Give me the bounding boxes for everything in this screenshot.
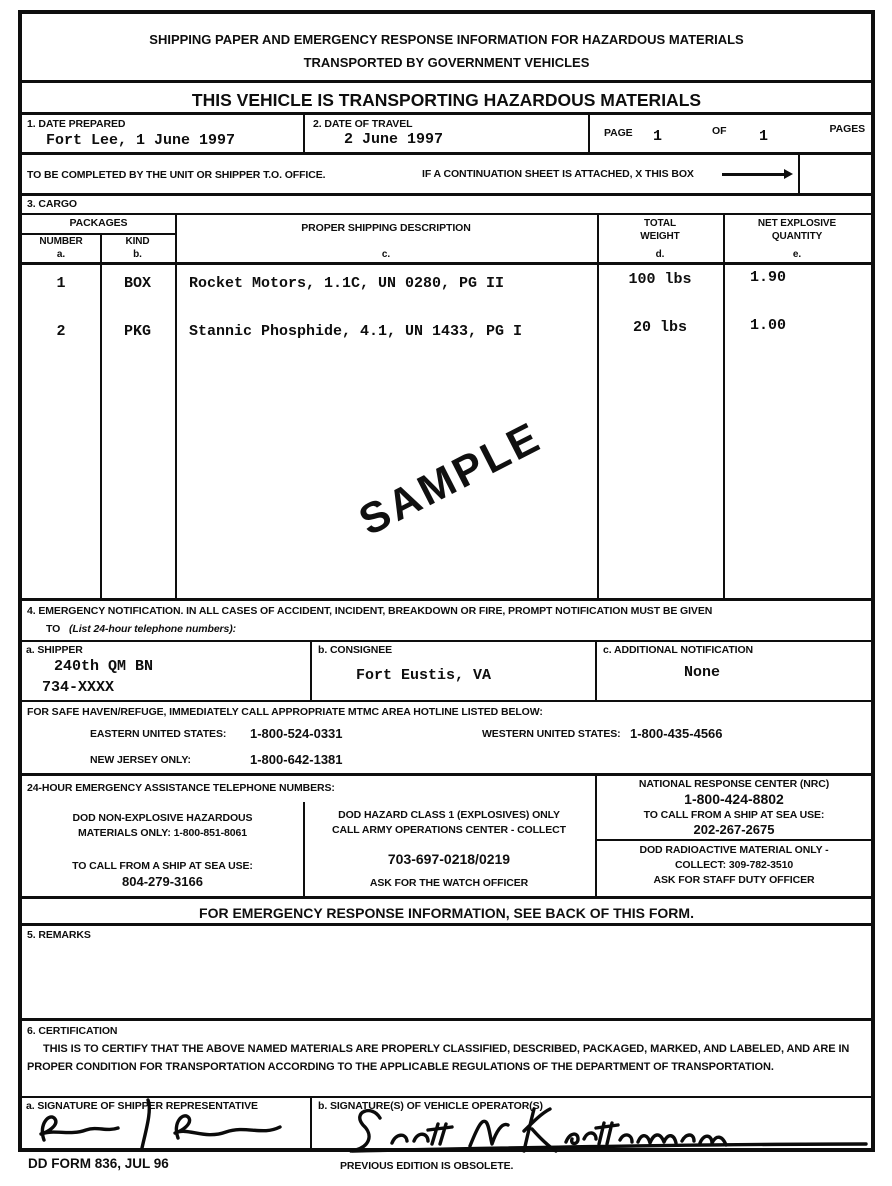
non-explosive-ship-label: TO CALL FROM A SHIP AT SEA USE: — [72, 860, 253, 872]
nrc-label: NATIONAL RESPONSE CENTER (NRC) — [638, 778, 830, 790]
cargo-row1-kind: BOX — [123, 275, 151, 292]
cargo-section-label: 3. CARGO — [27, 198, 77, 210]
date-row-divider-2 — [588, 115, 590, 152]
nrc-radioactive-divider — [597, 839, 871, 841]
signature-row — [22, 1096, 871, 1148]
number-header: NUMBER — [39, 236, 83, 247]
completed-by-text: TO BE COMPLETED BY THE UNIT OR SHIPPER T.O. OFFICE. — [27, 169, 326, 181]
cargo-table-header — [22, 215, 871, 265]
emergency-heading-to: TO — [46, 623, 61, 635]
nrc-ship-label: TO CALL FROM A SHIP AT SEA USE: — [643, 809, 825, 821]
western-phone: 1-800-435-4566 — [630, 726, 723, 741]
page-number: 1 — [653, 128, 663, 145]
of-label: OF — [712, 125, 727, 137]
western-label: WESTERN UNITED STATES: — [482, 728, 621, 740]
safe-haven-heading: FOR SAFE HAVEN/REFUGE, IMMEDIATELY CALL APPROPRIATE MTMC AREA HOTLINE LISTED BELOW: — [27, 706, 543, 718]
date-prepared-value: Fort Lee, 1 June 1997 — [46, 132, 236, 149]
cargo-row1-number: 1 — [56, 275, 66, 292]
operator-signature-label: b. SIGNATURE(S) OF VEHICLE OPERATOR(S) — [318, 1100, 543, 1112]
certification-body: THIS IS TO CERTIFY THAT THE ABOVE NAMED MATERIALS ARE PROPERLY CLASSIFIED, DESCRIBED, PACKAGED, MARKED, AND LABELED, AND ARE IN PROPER CONDITION FOR TRANSPORTATION ACCORDING TO THE APPLICABLE REGULATIONS OF THE DEPARTMENT OF TRANSPORTATION. — [27, 1043, 850, 1073]
kind-header: KIND — [125, 236, 150, 247]
new-jersey-label: NEW JERSEY ONLY: — [90, 754, 191, 766]
number-letter: a. — [56, 249, 66, 260]
neq-letter: e. — [792, 249, 802, 260]
additional-notification-value: None — [684, 664, 721, 681]
cargo-row2-number: 2 — [56, 323, 66, 340]
sample-watermark: SAMPLE — [351, 412, 550, 546]
assistance-heading: 24-HOUR EMERGENCY ASSISTANCE TELEPHONE NUMBERS: — [27, 782, 335, 794]
safe-haven-section — [22, 700, 871, 773]
eastern-label: EASTERN UNITED STATES: — [90, 728, 227, 740]
previous-edition-note: PREVIOUS EDITION IS OBSOLETE. — [340, 1160, 514, 1172]
arrow-head-icon — [784, 169, 793, 179]
packages-header: PACKAGES — [69, 217, 128, 229]
date-travel-label: 2. DATE OF TRAVEL — [313, 118, 413, 130]
pages-label: PAGES — [829, 123, 865, 135]
class1-note: ASK FOR THE WATCH OFFICER — [369, 877, 529, 889]
cargo-row1-neq: 1.90 — [750, 269, 787, 286]
emergency-heading-italic: (List 24-hour telephone numbers): — [69, 623, 237, 635]
description-letter: c. — [381, 249, 391, 260]
remarks-label: 5. REMARKS — [27, 929, 91, 941]
date-row — [22, 112, 871, 152]
kind-letter: b. — [133, 249, 142, 260]
non-explosive-line2: MATERIALS ONLY: 1-800-851-8061 — [78, 827, 247, 839]
form-id: DD FORM 836, JUL 96 — [28, 1156, 169, 1171]
form-title-line2: TRANSPORTED BY GOVERNMENT VEHICLES — [303, 55, 590, 70]
class1-line1: DOD HAZARD CLASS 1 (EXPLOSIVES) ONLY — [338, 809, 560, 821]
radioactive-line3: ASK FOR STAFF DUTY OFFICER — [653, 874, 815, 886]
packages-underline — [22, 233, 175, 235]
additional-notification-label: c. ADDITIONAL NOTIFICATION — [603, 644, 754, 656]
cargo-col-line-neq — [723, 215, 725, 598]
neq-header-line1: NET EXPLOSIVE — [757, 218, 837, 229]
emergency-heading-line1: 4. EMERGENCY NOTIFICATION. IN ALL CASES OF ACCIDENT, INCIDENT, BREAKDOWN OR FIRE, PROMPT NOTIFICATION MUST BE GIVEN — [27, 605, 713, 617]
class1-line2: CALL ARMY OPERATIONS CENTER - COLLECT — [332, 824, 566, 836]
response-info-bar: FOR EMERGENCY RESPONSE INFORMATION, SEE BACK OF THIS FORM. — [22, 896, 871, 923]
radioactive-line1: DOD RADIOACTIVE MATERIAL ONLY - — [639, 844, 829, 856]
weight-letter: d. — [655, 249, 665, 260]
shipper-line2: 734-XXXX — [42, 679, 115, 696]
date-row-divider-1 — [303, 115, 305, 152]
cargo-row2-weight: 20 lbs — [632, 319, 687, 336]
consignee-value: Fort Eustis, VA — [356, 667, 492, 684]
emergency-notification-cells — [22, 640, 871, 700]
nrc-ship-phone: 202-267-2675 — [693, 822, 775, 837]
shipper-signature — [26, 1098, 310, 1150]
class1-phone: 703-697-0218/0219 — [387, 851, 511, 867]
shipper-line1: 240th QM BN — [54, 658, 154, 675]
cargo-row1-weight: 100 lbs — [628, 271, 692, 288]
nrc-phone: 1-800-424-8802 — [684, 791, 784, 807]
cargo-section-strip — [22, 193, 871, 213]
cargo-table — [22, 213, 871, 598]
shipper-signature-label: a. SIGNATURE OF SHIPPER REPRESENTATIVE — [26, 1100, 258, 1112]
weight-header-line2: WEIGHT — [640, 231, 680, 242]
form-border — [18, 10, 875, 1152]
weight-header-line1: TOTAL — [644, 218, 676, 229]
cargo-row2-neq: 1.00 — [750, 317, 787, 334]
notify-divider-2 — [595, 642, 597, 700]
description-header: PROPER SHIPPING DESCRIPTION — [301, 222, 471, 234]
remarks-section — [22, 923, 871, 1018]
notify-divider-1 — [310, 642, 312, 700]
date-prepared-label: 1. DATE PREPARED — [27, 118, 126, 130]
cargo-row1-description: Rocket Motors, 1.1C, UN 0280, PG II — [189, 275, 505, 292]
certification-section — [22, 1018, 871, 1096]
form-title-block — [22, 14, 871, 80]
date-travel-value: 2 June 1997 — [344, 131, 444, 148]
consignee-label: b. CONSIGNEE — [318, 644, 393, 656]
emergency-notification-heading — [22, 598, 871, 640]
emergency-heading-line2 — [46, 623, 236, 635]
non-explosive-line1: DOD NON-EXPLOSIVE HAZARDOUS — [72, 812, 253, 824]
shipper-label: a. SHIPPER — [26, 644, 83, 656]
certification-label: 6. CERTIFICATION — [27, 1025, 118, 1037]
signature-divider — [310, 1098, 312, 1148]
assistance-section — [22, 773, 871, 896]
transport-banner: THIS VEHICLE IS TRANSPORTING HAZARDOUS MATERIALS — [22, 80, 871, 112]
cargo-row2-kind: PKG — [123, 323, 151, 340]
operator-signature — [318, 1102, 871, 1152]
arrow-right-icon — [722, 173, 784, 176]
neq-header-line2: QUANTITY — [771, 231, 823, 242]
continuation-row — [22, 152, 871, 193]
form-title-line1: SHIPPING PAPER AND EMERGENCY RESPONSE INFORMATION FOR HAZARDOUS MATERIALS — [149, 32, 744, 47]
cargo-col-line-kind — [175, 215, 177, 598]
new-jersey-phone: 1-800-642-1381 — [250, 752, 343, 767]
eastern-phone: 1-800-524-0331 — [250, 726, 343, 741]
total-pages: 1 — [759, 128, 769, 145]
cargo-row2-description: Stannic Phosphide, 4.1, UN 1433, PG I — [189, 323, 523, 340]
continuation-checkbox — [798, 155, 871, 193]
continuation-text: IF A CONTINUATION SHEET IS ATTACHED, X THIS BOX — [422, 168, 694, 180]
page-label: PAGE — [604, 127, 633, 139]
radioactive-line2: COLLECT: 309-782-3510 — [674, 859, 794, 871]
non-explosive-ship-phone: 804-279-3166 — [122, 874, 203, 889]
